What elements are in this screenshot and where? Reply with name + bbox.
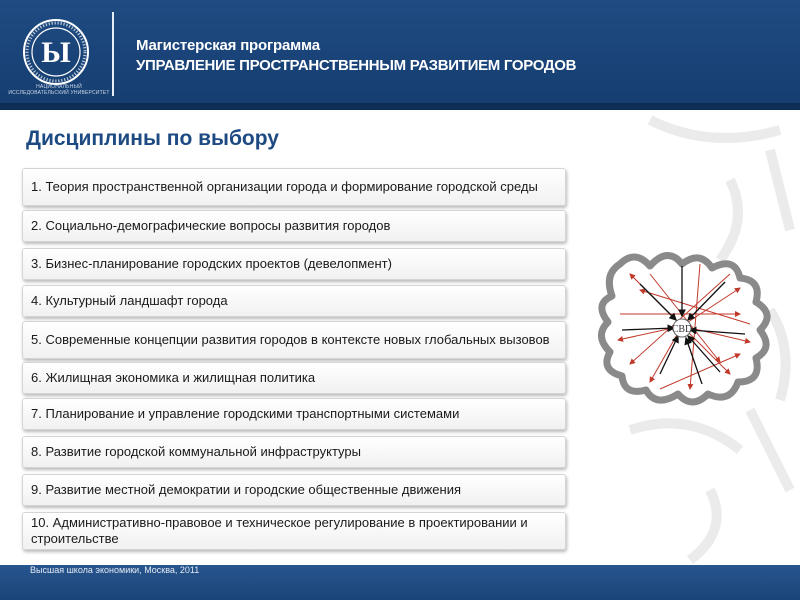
hse-logo-icon (22, 18, 90, 86)
list-item: 9. Развитие местной демократии и городские общественные движения (22, 474, 566, 506)
list-item: 1. Теория пространственной организации города и формирование городской среды (22, 168, 566, 206)
logo-caption: НАЦИОНАЛЬНЫЙ ИССЛЕДОВАТЕЛЬСКИЙ УНИВЕРСИТЕТ (8, 84, 110, 96)
list-item: 4. Культурный ландшафт города (22, 285, 566, 317)
section-title: Дисциплины по выбору (26, 127, 279, 150)
footer-text: Высшая школа экономики, Москва, 2011 (30, 565, 200, 575)
city-flow-diagram (590, 244, 780, 412)
list-item: 5. Современные концепции развития городов в контексте новых глобальных вызовов (22, 321, 566, 359)
header-stripe (0, 103, 800, 110)
list-item: 10. Административно-правовое и техническое регулирование в проектировании и строительстве (22, 512, 566, 550)
program-label: Магистерская программа (136, 37, 320, 54)
cbd-label: CBD (671, 324, 693, 335)
logo-letter: Ы (41, 36, 71, 69)
list-item: 3. Бизнес-планирование городских проектов (девелопмент) (22, 248, 566, 280)
list-item: 6. Жилищная экономика и жилищная политика (22, 362, 566, 394)
list-item: 7. Планирование и управление городскими транспортными системами (22, 398, 566, 430)
list-item: 2. Социально-демографические вопросы развития городов (22, 210, 566, 242)
list-item: 8. Развитие городской коммунальной инфраструктуры (22, 436, 566, 468)
header-divider (112, 12, 114, 96)
program-title: УПРАВЛЕНИЕ ПРОСТРАНСТВЕННЫМ РАЗВИТИЕМ ГОРОДОВ (136, 57, 577, 74)
header-band (0, 0, 800, 110)
